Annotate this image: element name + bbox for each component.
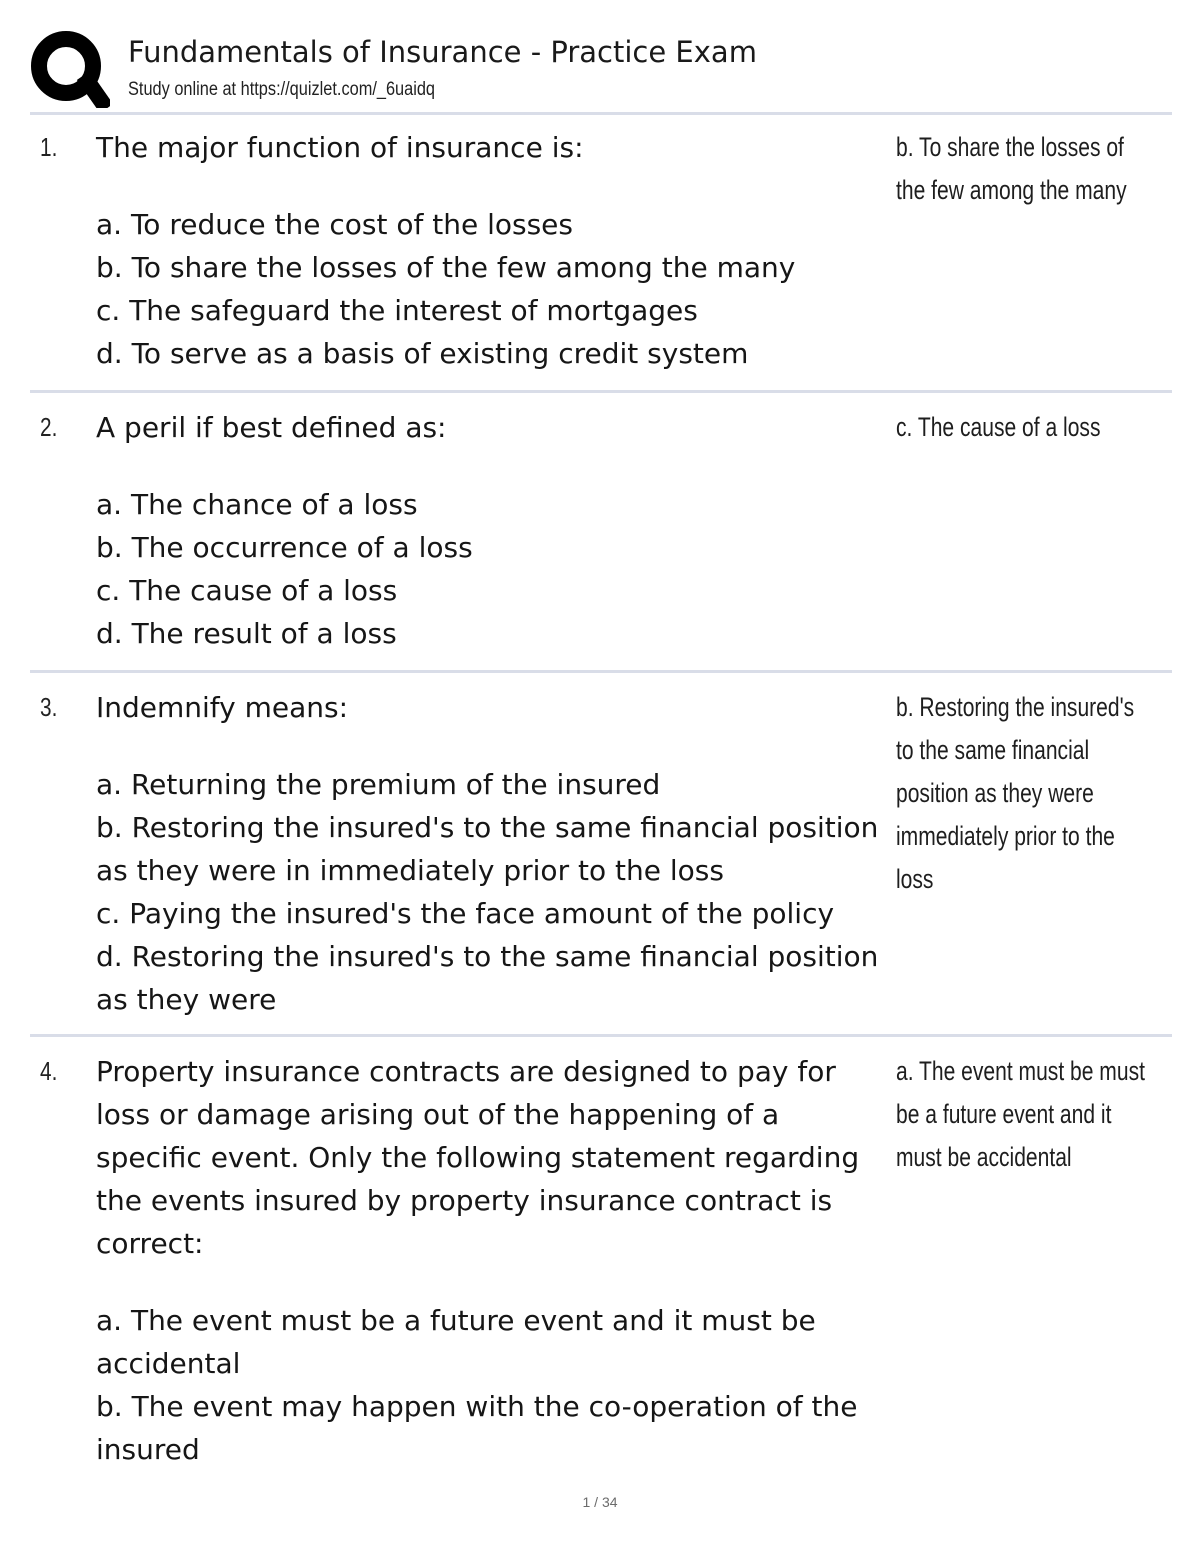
- question-spacer: [96, 729, 890, 763]
- option-a: a. The event must be a future event and it must be accidental: [96, 1304, 816, 1380]
- card-divider: [30, 670, 1172, 673]
- page-number: 1 / 34: [582, 1494, 618, 1510]
- quizlet-q-logo-icon: [30, 28, 110, 108]
- page-header: [30, 28, 1172, 112]
- question-text: Indemnify means:: [96, 691, 349, 724]
- option-d: d. The result of a loss: [96, 617, 397, 650]
- flashcard-4: [30, 1050, 1172, 1480]
- question-text: The major function of insurance is:: [96, 131, 584, 164]
- quizlet-q-logo-svg: [30, 28, 110, 108]
- card-answer: b. To share the losses of the few among the many: [896, 132, 1127, 205]
- option-a: a. To reduce the cost of the losses: [96, 208, 573, 241]
- card-number: 3.: [40, 692, 58, 722]
- option-c: c. Paying the insured's the face amount of the policy: [96, 897, 835, 930]
- option-c: c. The safeguard the interest of mortgages: [96, 294, 698, 327]
- option-b: b. The event may happen with the co-operation of the insured: [96, 1390, 858, 1466]
- option-d: d. Restoring the insured's to the same financial position as they were: [96, 940, 879, 1016]
- header-divider: [30, 112, 1172, 115]
- study-online-link[interactable]: Study online at https://quizlet.com/_6uaidq: [128, 79, 436, 100]
- option-b: b. Restoring the insured's to the same financial position as they were in immediately prior to the loss: [96, 811, 879, 887]
- question-text: Property insurance contracts are designed to pay for loss or damage arising out of the happening of a specific event. Only the following statement regarding the events insured by property insurance contract is correct:: [96, 1055, 860, 1260]
- option-d: d. To serve as a basis of existing credit system: [96, 337, 749, 370]
- option-c: c. The cause of a loss: [96, 574, 398, 607]
- question-spacer: [96, 169, 890, 203]
- question-text: A peril if best defined as:: [96, 411, 447, 444]
- flashcard-3: [30, 686, 1172, 1038]
- card-divider: [30, 390, 1172, 393]
- option-a: a. Returning the premium of the insured: [96, 768, 661, 801]
- card-question: [96, 686, 890, 1021]
- card-question: [96, 406, 890, 655]
- card-number: 2.: [40, 412, 58, 442]
- option-a: a. The chance of a loss: [96, 488, 418, 521]
- card-answer: b. Restoring the insured's to the same financial position as they were immediately prior to the loss: [896, 692, 1135, 894]
- card-answer: c. The cause of a loss: [896, 412, 1101, 442]
- card-answer: a. The event must be must be a future event and it must be accidental: [896, 1056, 1145, 1172]
- card-number: 1.: [40, 132, 58, 162]
- flashcard-1: [30, 126, 1172, 392]
- option-b: b. The occurrence of a loss: [96, 531, 473, 564]
- card-number: 4.: [40, 1056, 58, 1086]
- question-spacer: [96, 449, 890, 483]
- document-title: Fundamentals of Insurance - Practice Exam: [128, 35, 757, 69]
- option-b: b. To share the losses of the few among the many: [96, 251, 796, 284]
- flashcard-2: [30, 406, 1172, 672]
- card-question: [96, 1050, 890, 1471]
- card-question: [96, 126, 890, 375]
- card-divider: [30, 1034, 1172, 1037]
- question-spacer: [96, 1265, 890, 1299]
